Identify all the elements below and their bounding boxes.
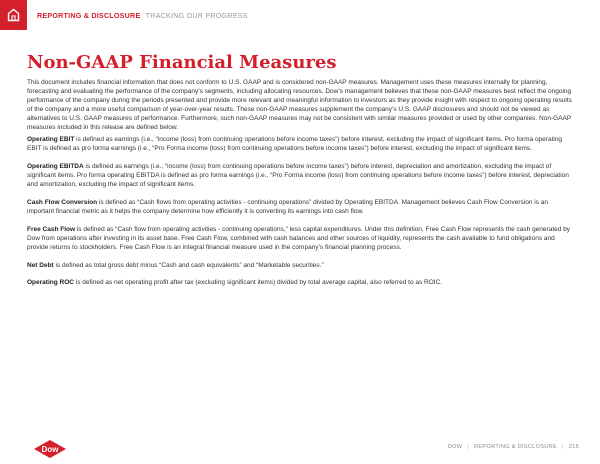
definition-text: is defined as earnings (i.e., “income (loss) from continuing operations before income taxes”) before interest, depreciation and amortization, excluding the impact of significant items. Pro forma operating EBITDA is defined as pro forma earnings (i.e., “Pro Forma income (loss) from continuing operations before income taxes”) before interest, depreciation and amortization, excluding the impact of significant items. — [27, 163, 569, 189]
footer-company: DOW — [447, 444, 463, 450]
definition-term: Operating EBIT — [27, 136, 75, 144]
footer-nav: DOW | REPORTING & DISCLOSURE | 215 — [447, 444, 579, 450]
page-number: 215 — [568, 444, 579, 450]
definition-term: Net Debt — [27, 261, 54, 269]
definition-term: Cash Flow Conversion — [27, 198, 98, 206]
header — [0, 0, 600, 30]
definition-text: is defined as “Cash flows from operating activities - continuing operations” divided by Operating EBITDA. Management believes Cash Flow Conversion is an important financial metric as it helps the company determine how efficiently it is converting its earnings into cash flow. — [27, 198, 548, 215]
body-text — [27, 79, 575, 297]
breadcrumb-subsection-link[interactable]: TRACKING OUR PROGRESS — [145, 11, 248, 20]
definition-text: is defined as net operating profit after tax (excluding significant items) divided by total average capital, also referred to as ROIC. — [73, 279, 443, 287]
definition-paragraph — [27, 279, 575, 288]
home-icon — [7, 8, 20, 22]
definition-text: is defined as “Cash flow from operating activities - continuing operations,” less capital expenditures. Under this definition, Free Cash Flow represents the cash generated by Dow from operations after investing in its asset base. Free Cash Flow, combined with cash balances and other sources of liquidity, represents the cash available to fund obligations and provide returns to stockholders. Free Cash Flow is an integral financial measure used in the company’s financial planning process. — [27, 225, 571, 251]
definition-term: Operating ROC — [27, 279, 74, 287]
breadcrumb — [37, 11, 248, 20]
dow-logo[interactable] — [33, 439, 67, 464]
logo-text: Dow — [41, 445, 59, 454]
definition-paragraph — [27, 136, 575, 154]
definition-text: is defined as total gross debt minus “Cash and cash equivalents” and “Marketable securities.” — [53, 261, 324, 269]
definition-term: Free Cash Flow — [27, 225, 76, 233]
breadcrumb-section-link[interactable]: REPORTING & DISCLOSURE — [37, 11, 141, 20]
footer-section: REPORTING & DISCLOSURE — [474, 444, 557, 450]
definition-paragraph — [27, 163, 575, 190]
definition-paragraph — [27, 262, 575, 271]
dow-diamond-logo-icon — [33, 439, 67, 459]
home-button[interactable] — [0, 0, 27, 30]
definition-term: Operating EBITDA — [27, 163, 84, 171]
footer — [0, 434, 600, 463]
definition-text: is defined as earnings (i.e., “income (loss) from continuing operations before income taxes”) before interest, excluding the impact of significant items. Pro forma operating EBIT is defined as pro forma earnings (i.e., “Pro Forma income (loss) from continuing operations before income taxes”) before interest, excluding the impact of significant items. — [27, 136, 563, 153]
definition-paragraph — [27, 226, 575, 253]
intro-paragraph: This document includes financial information that does not conform to U.S. GAAP and is considered non-GAAP measures. Management uses these measures internally for planning, forecasting and evaluating the performance of the company’s segments, including allocating resources. Dow’s management believes that these non-GAAP measures best reflect the ongoing performance of the company during the periods presented and provide more relevant and meaningful information to investors as they provide insight with respect to ongoing operating results of the company and a more useful comparison of year-over-year results. These non-GAAP measures supplement the company’s U.S. GAAP disclosures and should not be viewed as alternatives to U.S. GAAP measures of performance. Furthermore, such non-GAAP measures may not be consistent with similar measures provided or used by other companies. Non-GAAP measures included in this release are defined below. — [27, 79, 572, 131]
definition-paragraph — [27, 199, 575, 217]
page-title: Non-GAAP Financial Measures — [27, 52, 337, 73]
